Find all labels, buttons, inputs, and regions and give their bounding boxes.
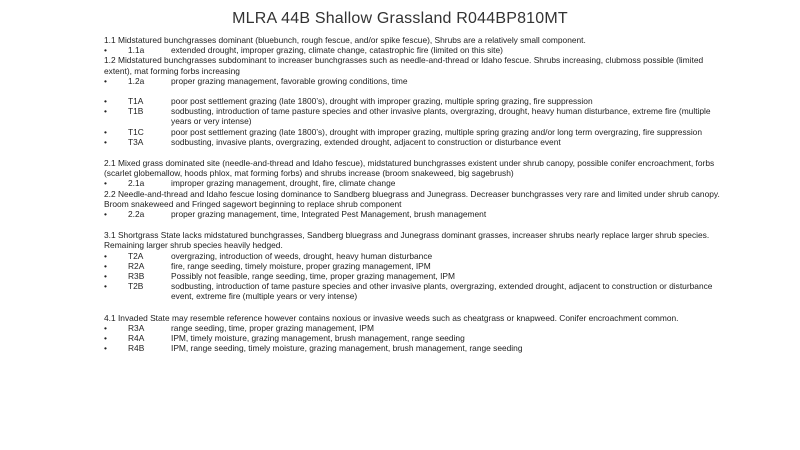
pathway-code: T1B	[128, 106, 144, 117]
bullet-icon: •	[104, 281, 107, 292]
bullet-icon: •	[104, 45, 107, 56]
bullet-icon: •	[104, 271, 107, 282]
pathway-description: IPM, range seeding, timely moisture, grazing management, brush management, range seeding	[171, 343, 523, 354]
pathway-bullet-row	[104, 333, 720, 343]
pathway-code: R4B	[128, 343, 145, 354]
pathway-description: overgrazing, introduction of weeds, drought, heavy human disturbance	[171, 250, 433, 261]
pathway-description: sodbusting, invasive plants, overgrazing, extended drought, adjacent to construction or disturbance event	[171, 136, 561, 147]
state-description: 1.2 Midstatured bunchgrasses subdominant to increaser bunchgrasses such as needle-and-thread or Idaho fescue. Shrubs increasing, clubmoss possible (limited extent), mat forming forbs increasing	[104, 55, 704, 76]
pathway-code: T2A	[128, 250, 144, 261]
bullet-icon: •	[104, 250, 107, 261]
bullet-icon: •	[104, 333, 107, 344]
state-section	[104, 35, 720, 147]
state-description: 2.2 Needle-and-thread and Idaho fescue losing dominance to Sandberg bluegrass and Junegrass. Decreaser bunchgrasses very rare and limited under shrub canopy. Broom snakeweed and Fringed sagewort beginning to replace shrub component	[104, 188, 720, 209]
state-section	[104, 313, 720, 354]
pathway-description: sodbusting, introduction of tame pasture species and other invasive plants, overgrazing, extended drought, adjacent to construction or disturbance event, extreme fire (multiple years or very intense)	[171, 281, 713, 302]
pathway-code: T1C	[128, 126, 144, 137]
pathway-bullet-row	[104, 137, 720, 147]
bullet-icon: •	[104, 209, 107, 220]
pathway-code: 2.1a	[128, 178, 145, 189]
pathway-bullet-row	[104, 127, 720, 137]
pathway-code: 2.2a	[128, 209, 145, 220]
pathway-bullet-row	[104, 96, 720, 106]
pathway-bullet-row	[104, 45, 720, 55]
pathway-description: improper grazing management, drought, fire, climate change	[171, 178, 396, 189]
state-description: 1.1 Midstatured bunchgrasses dominant (bluebunch, rough fescue, and/or spike fescue), Shrubs are a relatively small component.	[104, 35, 586, 45]
pathway-code: R3A	[128, 322, 145, 333]
pathway-bullet-row	[104, 323, 720, 333]
bullet-icon: •	[104, 126, 107, 137]
bullet-icon: •	[104, 178, 107, 189]
pathway-code: R2A	[128, 260, 145, 271]
pathway-bullet-row	[104, 343, 720, 353]
pathway-code: 1.1a	[128, 45, 145, 56]
state-section	[104, 158, 720, 219]
pathway-description: sodbusting, introduction of tame pasture species and other invasive plants, overgrazing, drought, heavy human disturbance, extreme fire (multiple years or very intense)	[171, 106, 711, 127]
pathway-description: proper grazing management, time, Integrated Pest Management, brush management	[171, 209, 487, 220]
state-description: 2.1 Mixed grass dominated site (needle-and-thread and Idaho fescue), midstatured bunchgrasses existent under shrub canopy, possible conifer encroachment, forbs (scarlet globemallow, hoods phlox, mat forming forbs) and shrubs increase (broom snakeweed, big sagebrush)	[104, 158, 715, 179]
pathway-bullet-row	[104, 261, 720, 271]
pathway-description: poor post settlement grazing (late 1800’s), drought with improper grazing, multiple spring grazing, fire suppression	[171, 96, 593, 107]
bullet-icon: •	[104, 75, 107, 86]
pathway-description: fire, range seeding, timely moisture, proper grazing management, IPM	[171, 260, 431, 271]
pathway-description: range seeding, time, proper grazing management, IPM	[171, 322, 374, 333]
state-section	[104, 230, 720, 301]
pathway-code: R3B	[128, 271, 145, 282]
pathway-code: 1.2a	[128, 75, 145, 86]
pathway-bullet-row	[104, 76, 720, 86]
pathway-bullet-row	[104, 106, 720, 126]
bullet-icon: •	[104, 96, 107, 107]
bullet-icon: •	[104, 260, 107, 271]
state-description: 4.1 Invaded State may resemble reference however contains noxious or invasive weeds such as cheatgrass or knapweed. Conifer encroachment common.	[104, 312, 679, 323]
pathway-code: T2B	[128, 281, 144, 292]
page-title: MLRA 44B Shallow Grassland R044BP810MT	[232, 10, 568, 27]
pathway-bullet-row	[104, 209, 720, 219]
pathway-bullet-row	[104, 271, 720, 281]
bullet-icon: •	[104, 343, 107, 354]
bullet-icon: •	[104, 322, 107, 333]
pathway-code: R4A	[128, 333, 145, 344]
pathway-description: IPM, timely moisture, grazing management, brush management, range seeding	[171, 333, 465, 344]
pathway-description: proper grazing management, favorable growing conditions, time	[171, 75, 408, 86]
pathway-description: extended drought, improper grazing, climate change, catastrophic fire (limited on this site)	[171, 45, 503, 56]
state-description: 3.1 Shortgrass State lacks midstatured bunchgrasses, Sandberg bluegrass and Junegrass dominant grasses, increaser shrubs nearly replace larger shrub species. Remaining larger shrub species heavily hedged.	[104, 230, 710, 251]
pathway-description: poor post settlement grazing (late 1800’s), drought with improper grazing, multiple spring grazing and/or long term overgrazing, fire suppression	[171, 126, 703, 137]
pathway-code: T3A	[128, 136, 144, 147]
pathway-bullet-row	[104, 251, 720, 261]
pathway-bullet-row	[104, 178, 720, 188]
pathway-description: Possibly not feasible, range seeding, time, proper grazing management, IPM	[171, 271, 455, 282]
pathway-code: T1A	[128, 96, 144, 107]
bullet-icon: •	[104, 136, 107, 147]
document-body	[104, 35, 720, 353]
pathway-bullet-row	[104, 281, 720, 301]
bullet-icon: •	[104, 106, 107, 117]
